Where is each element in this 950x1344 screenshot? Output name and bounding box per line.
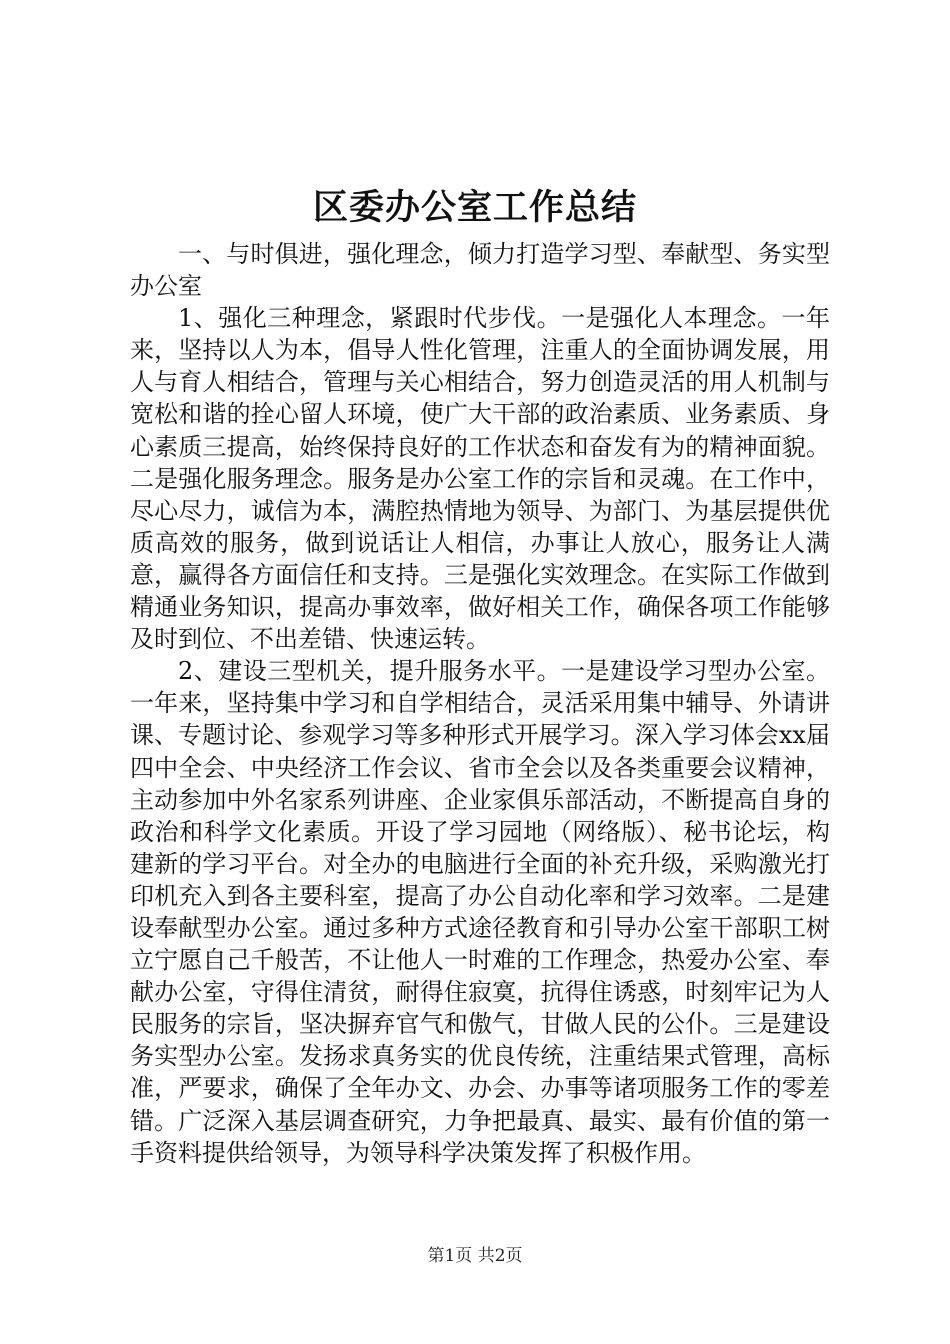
body-paragraph-1: 1、强化三种理念，紧跟时代步伐。一是强化人本理念。一年来，坚持以人为本，倡导人性化管理，注重人的全面协调发展，用人与育人相结合，管理与关心相结合，努力创造灵活的用人机制与宽松和谐的拴心留人环境，使广大干部的政治素质、业务素质、身心素质三提高，始终保持良好的工作状态和奋发有为的精神面貌。二是强化服务理念。服务是办公室工作的宗旨和灵魂。在工作中，尽心尽力，诚信为本，满腔热情地为领导、为部门、为基层提供优质高效的服务，做到说话让人相信，办事让人放心，服务让人满意，赢得各方面信任和支持。三是强化实效理念。在实际工作做到精通业务知识，提高办事效率，做好相关工作，确保各项工作能够及时到位、不出差错、快速运转。 [130,304,830,654]
body-paragraph-2: 2、建设三型机关，提升服务水平。一是建设学习型办公室。一年来，坚持集中学习和自学相结合，灵活采用集中辅导、外请讲课、专题讨论、参观学习等多种形式开展学习。深入学习体会xx届四中全会、中央经济工作会议、省市全会以及各类重要会议精神，主动参加中外名家系列讲座、企业家俱乐部活动，不断提高自身的政治和科学文化素质。开设了学习园地（网络版）、秘书论坛，构建新的学习平台。对全办的电脑进行全面的补充升级，采购激光打印机充入到各主要科室，提高了办公自动化率和学习效率。二是建设奉献型办公室。通过多种方式途径教育和引导办公室干部职工树立宁愿自己千般苦，不让他人一时难的工作理念，热爱办公室、奉献办公室，守得住清贫，耐得住寂寞，抗得住诱惑，时刻牢记为人民服务的宗旨，坚决摒弃官气和傲气，甘做人民的公仆。三是建设务实型办公室。发扬求真务实的优良传统，注重结果式管理，高标准，严要求，确保了全年办文、办会、办事等诸项服务工作的零差错。广泛深入基层调查研究，力争把最真、最实、最有价值的第一手资料提供给领导，为领导科学决策发挥了积极作用。 [130,657,830,1167]
page-number: 第1页 [427,1246,473,1266]
section-heading: 一、与时俱进，强化理念，倾力打造学习型、奉献型、务实型办公室 [130,240,830,301]
document-title: 区委办公室工作总结 [312,187,637,228]
page-total: 共2页 [477,1246,523,1266]
document-body [130,238,830,1169]
page-footer [0,1244,950,1268]
